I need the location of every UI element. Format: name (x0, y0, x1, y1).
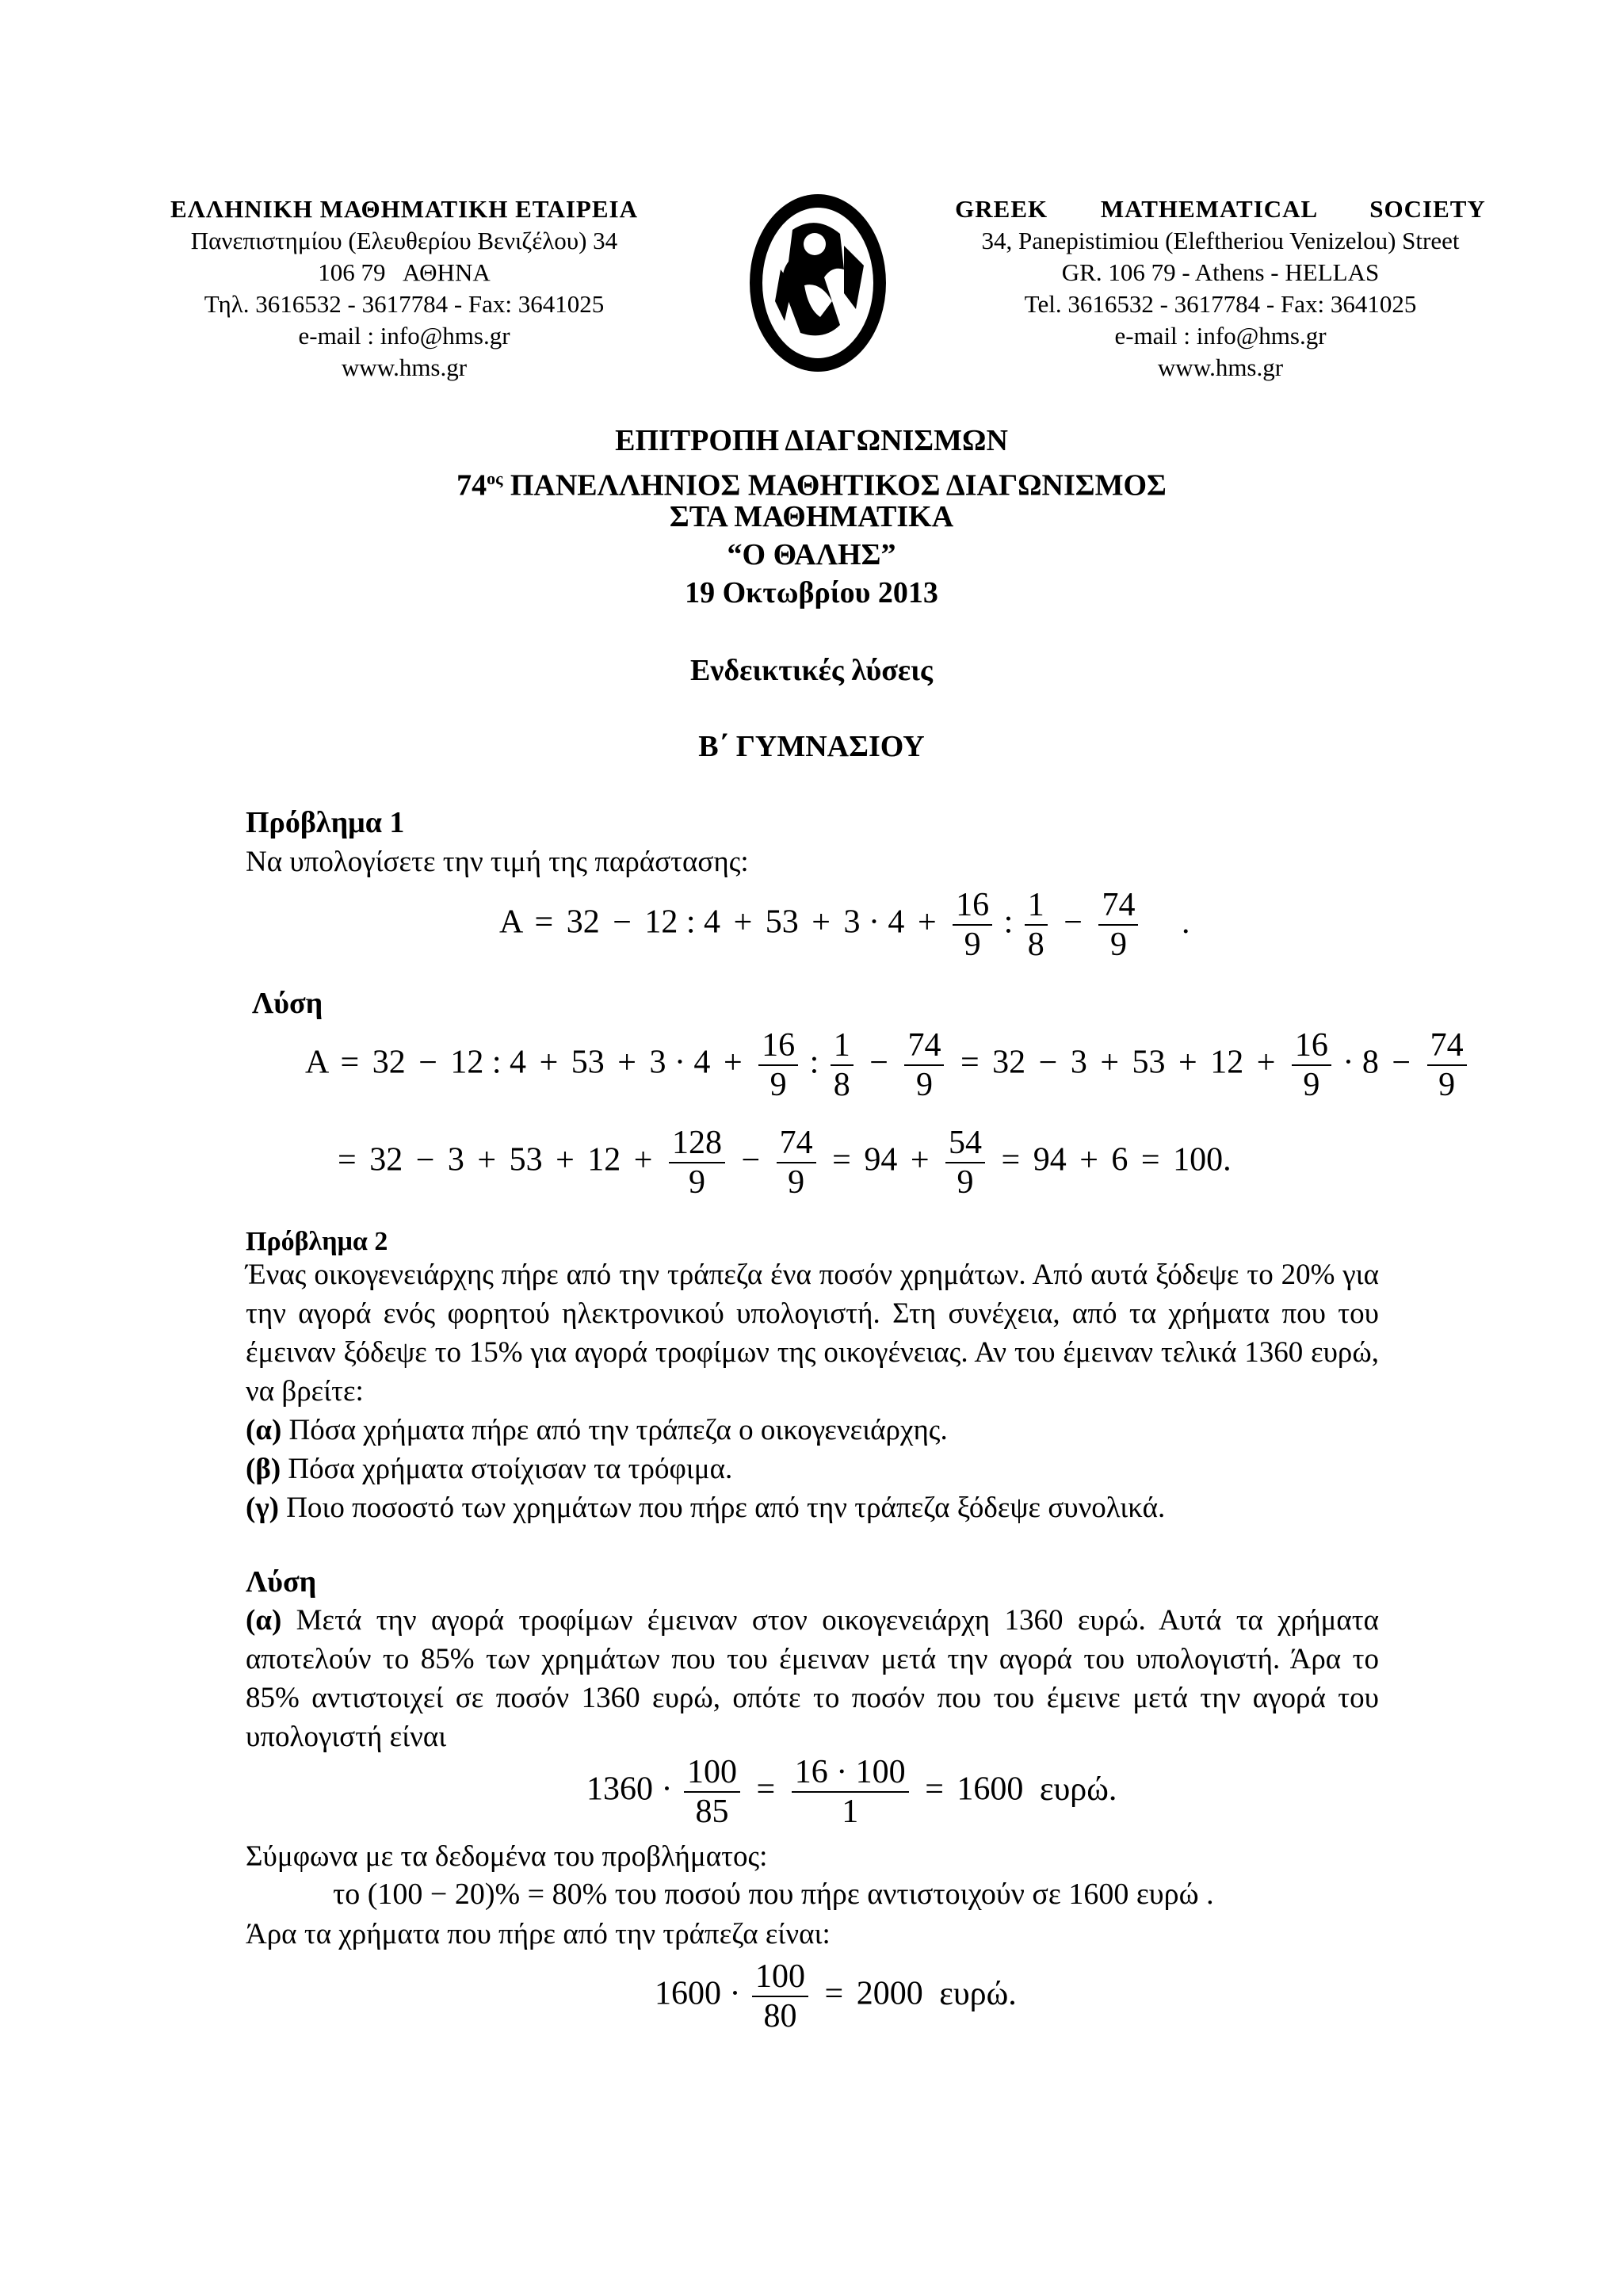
web-gr: www.hms.gr (341, 353, 468, 381)
thales-title: “Ο ΘΑΛΗΣ” (727, 538, 896, 571)
problem1-solution-heading: Λύση (252, 987, 323, 1020)
date-title: 19 Οκτωβρίου 2013 (685, 576, 938, 609)
society-name-gr: ΕΛΛΗΝΙΚΗ ΜΑΘΗΜΑΤΙΚΗ ΕΤΑΙΡΕΙΑ (170, 195, 638, 223)
society-name-en: GREEK MATHEMATICAL SOCIETY (955, 195, 1486, 223)
problem1-solution-line1: A = 32 − 12 : 4 + 53 + 3 · 4 + $\frac{16}{9}$ : $\frac{1}{8}$ − $\frac{74}{9}$ = 32 − 3 + 53 + 12 + $\frac{16}{9}$ · 8 − $\frac{74}{9}$ (305, 1026, 1470, 1104)
address-gr: Πανεπιστημίου (Ελευθερίου Βενιζέλου) 34 (190, 227, 618, 254)
header-left (143, 193, 666, 384)
problem1-heading: Πρόβλημα 1 (246, 806, 405, 839)
problem2-statement: Ένας οικογενειάρχης πήρε από την τράπεζα ένα ποσόν χρημάτων. Από αυτά ξόδεψε το 20% για την αγορά ενός φορητού ηλεκτρονικού υπολογιστή. Στη συνέχεια, από τα χρήματα που του έμειναν ξόδεψε το 15% για αγορά τροφίμων της οικογένειας. Αν του έμειναν τελικά 1360 ευρώ, να βρείτε: (246, 1259, 1379, 1408)
problem1-expression: A = 32 − 12 : 4 + 53 + 3 · 4 + $\frac{16}{9}$ : $\frac{1}{8}$ − $\frac{74}{9}$ . (499, 887, 1190, 963)
committee-title: ΕΠΙΤΡΟΠΗ ΔΙΑΓΩΝΙΣΜΩΝ (615, 424, 1008, 457)
grade-title: Β΄ ΓΥΜΝΑΣΙΟΥ (698, 730, 925, 763)
phone-gr: Τηλ. 3616532 - 3617784 - Fax: 3641025 (204, 290, 605, 318)
phone-en: Tel. 3616532 - 3617784 - Fax: 3641025 (1024, 290, 1417, 318)
problem1-statement: Να υπολογίσετε την τιμή της παράστασης: (246, 846, 749, 878)
problem2-solution-heading: Λύση (246, 1565, 317, 1599)
email-gr: e-mail : info@hms.gr (298, 322, 510, 350)
percent-line: το (100 − 20)% = 80% του ποσού που πήρε αντιστοιχούν σε 1600 ευρώ . (333, 1878, 1214, 1911)
problem2-question-a: (α) Πόσα χρήματα πήρε από την τράπεζα ο οικογενειάρχης. (246, 1414, 948, 1446)
problem1-solution-line2: = 32 − 3 + 53 + 12 + $\frac{128}{9}$ − $\frac{74}{9}$ = 94 + $\frac{54}{9}$ = 94 + 6 = 100. (338, 1125, 1232, 1201)
problem2-heading: Πρόβλημα 2 (246, 1227, 388, 1256)
solutions-title: Ενδεικτικές λύσεις (690, 654, 933, 687)
society-logo (745, 190, 892, 376)
according-text: Σύμφωνα με τα δεδομένα του προβλήματος: (246, 1840, 768, 1873)
web-en: www.hms.gr (1157, 353, 1284, 381)
city-en: GR. 106 79 - Athens - HELLAS (1061, 258, 1380, 286)
email-en: e-mail : info@hms.gr (1114, 322, 1327, 350)
equation-1600: 1360 · $\frac{100}{85}$ = $\frac{16 \cdot 100}{1}$ = 1600 ευρώ. (586, 1754, 1117, 1830)
problem2-solution-a: (α) Μετά την αγορά τροφίμων έμειναν στον οικογενειάρχη 1360 ευρώ. Αυτά τα χρήματα αποτελούν το 85% των χρημάτων που του έμειναν μετά την αγορά του υπολογιστή. Άρα το 85% αντιστοιχεί σε ποσόν 1360 ευρώ, οπότε το ποσόν που του έμεινε μετά την αγορά του υπολογιστή είναι (246, 1604, 1379, 1753)
city-gr: 106 79 ΑΘΗΝΑ (318, 258, 491, 286)
contest-title: $74^{o\varsigma}$ ΠΑΝΕΛΛΗΝΙΟΣ ΜΑΘΗΤΙΚΟΣ ΔΙΑΓΩΝΙΣΜΟΣ (456, 468, 1167, 502)
problem2-question-c: (γ) Ποιο ποσοστό των χρημάτων που πήρε από την τράπεζα ξόδεψε συνολικά. (246, 1492, 1166, 1524)
address-en: 34, Panepistimiou (Eleftheriou Venizelou) Street (981, 227, 1460, 254)
therefore-text: Άρα τα χρήματα που πήρε από την τράπεζα είναι: (246, 1918, 831, 1950)
header-right (935, 193, 1506, 384)
equation-2000: 1600 · $\frac{100}{80}$ = 2000 ευρώ. (655, 1958, 1017, 2034)
subject-title: ΣΤΑ ΜΑΘΗΜΑΤΙΚΑ (669, 500, 954, 533)
seal-icon (745, 190, 892, 376)
problem2-question-b: (β) Πόσα χρήματα στοίχισαν τα τρόφιμα. (246, 1453, 733, 1485)
